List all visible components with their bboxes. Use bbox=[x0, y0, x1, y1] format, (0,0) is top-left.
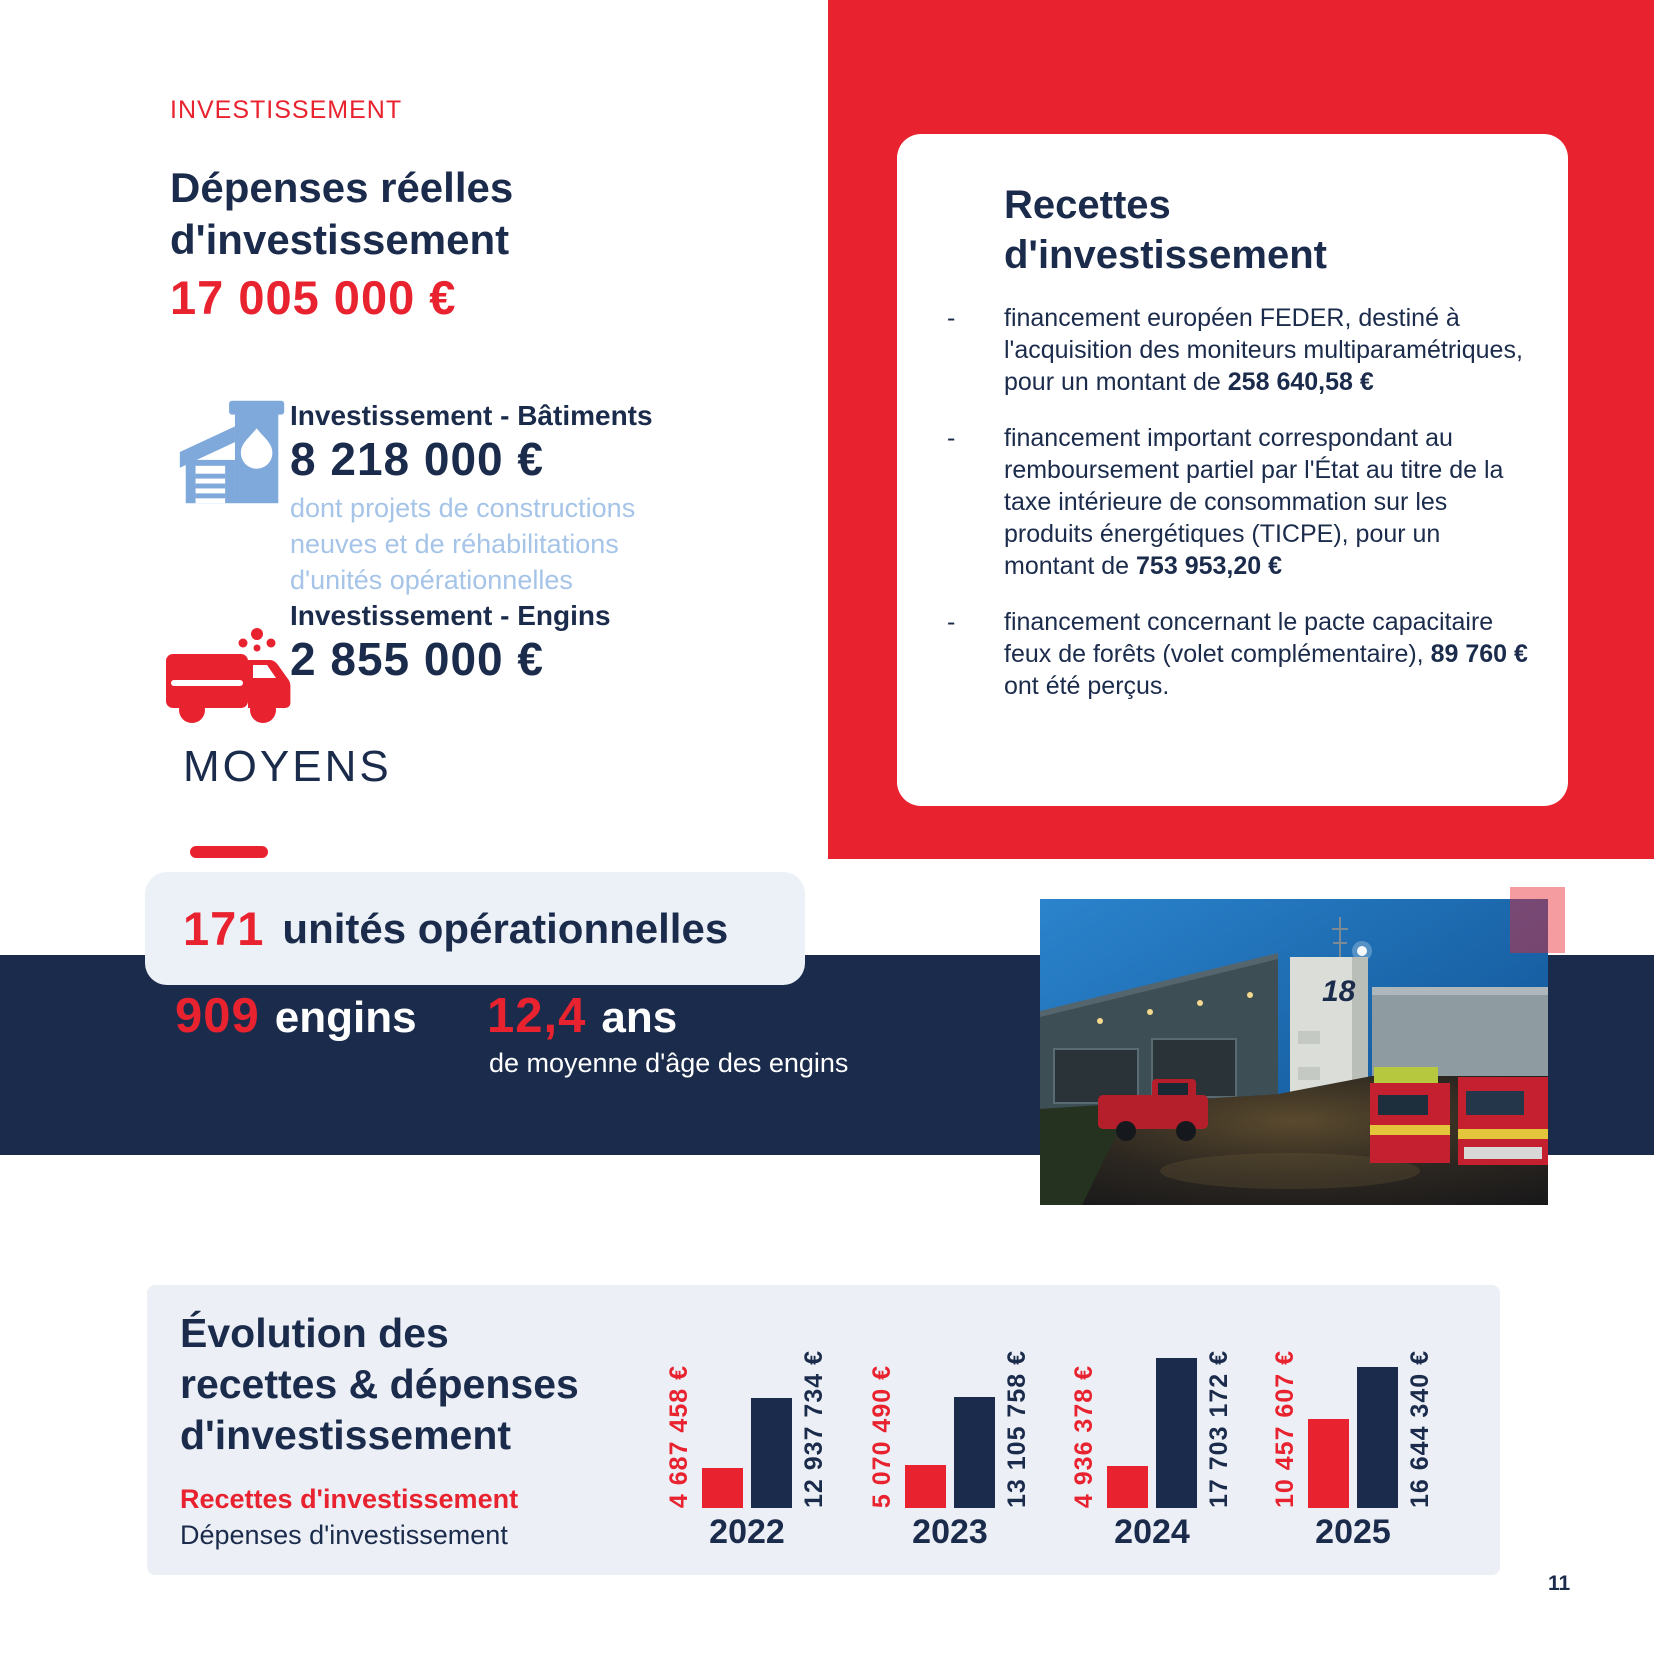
recettes-value-label-2025: 10 457 607 € bbox=[1271, 1350, 1299, 1508]
fire-station-photo bbox=[1040, 899, 1548, 1205]
photo-ladder-truck bbox=[1370, 1067, 1450, 1163]
year-label-2024: 2024 bbox=[1114, 1513, 1190, 1551]
bullet-dash: - bbox=[947, 424, 956, 452]
evolution-title bbox=[180, 1308, 579, 1461]
depenses-value-label-2023: 13 105 758 € bbox=[1003, 1350, 1031, 1508]
bullet-dash: - bbox=[947, 608, 956, 636]
depenses-title-line2: d'investissement bbox=[170, 216, 510, 263]
recettes-value-label-2022: 4 687 458 € bbox=[665, 1364, 693, 1508]
batiments-label: Investissement - Bâtiments bbox=[290, 400, 653, 431]
average-age-caption: de moyenne d'âge des engins bbox=[489, 1048, 849, 1078]
recettes-value-label-2024: 4 936 378 € bbox=[1070, 1364, 1098, 1508]
depenses-title bbox=[170, 162, 513, 266]
engins-label: Investissement - Engins bbox=[290, 600, 611, 631]
batiments-note: dont projets de constructions neuves et de réhabilitations d'unités opérationnelles bbox=[290, 493, 636, 595]
bullet-dash: - bbox=[947, 304, 956, 332]
moyens-underline bbox=[190, 846, 268, 858]
recettes-bullet-item bbox=[947, 302, 1528, 398]
engins-amount: 2 855 000 € bbox=[290, 633, 545, 685]
year-label-2022: 2022 bbox=[709, 1513, 785, 1551]
recettes-card bbox=[897, 134, 1568, 806]
recettes-value-label-2023: 5 070 490 € bbox=[868, 1364, 896, 1508]
recettes-title-line1: Recettes bbox=[1004, 183, 1171, 227]
engins-count-label: engins bbox=[274, 993, 417, 1042]
page-number: 11 bbox=[1548, 1572, 1571, 1595]
depenses-title-line1: Dépenses réelles bbox=[170, 164, 514, 211]
fire-station-icon bbox=[168, 392, 298, 514]
recettes-title bbox=[1004, 180, 1528, 280]
engins-count-stat bbox=[175, 988, 417, 1044]
photo-fire-engine bbox=[1458, 1077, 1548, 1165]
recettes-bullet-item bbox=[947, 606, 1528, 702]
bullet-text: financement important correspondant au remboursement partiel par l'État au titre de la taxe intérieure de consommation sur les produits énergétiques (TICPE), pour un montant de 753 953,20 € bbox=[1004, 424, 1504, 580]
evolution-title-line1: Évolution des bbox=[180, 1310, 449, 1356]
year-label-2025: 2025 bbox=[1315, 1513, 1391, 1551]
bullet-text: financement concernant le pacte capacitaire feux de forêts (volet complémentaire), 89 760 € ont été perçus. bbox=[1004, 608, 1528, 700]
unites-operationnelles-badge bbox=[145, 872, 805, 985]
bullet-text: financement européen FEDER, destiné à l'acquisition des moniteurs multiparamétriques, pour un montant de 258 640,58 € bbox=[1004, 304, 1523, 396]
station-number-sign: 18 bbox=[1322, 975, 1356, 1008]
legend-recettes: Recettes d'investissement bbox=[180, 1484, 519, 1514]
average-age-stat bbox=[487, 988, 677, 1044]
depenses-value-label-2025: 16 644 340 € bbox=[1406, 1350, 1434, 1508]
batiments-amount: 8 218 000 € bbox=[290, 433, 545, 485]
moyens-section-title: MOYENS bbox=[183, 742, 392, 791]
year-label-2023: 2023 bbox=[912, 1513, 988, 1551]
engins-count-value: 909 bbox=[175, 989, 260, 1043]
decorative-pink-square bbox=[1510, 887, 1565, 953]
depenses-value-label-2022: 12 937 734 € bbox=[800, 1350, 828, 1508]
legend-depenses: Dépenses d'investissement bbox=[180, 1520, 508, 1550]
section-kicker: INVESTISSEMENT bbox=[170, 96, 403, 124]
depenses-total-amount: 17 005 000 € bbox=[170, 271, 457, 324]
evolution-title-line3: d'investissement bbox=[180, 1412, 512, 1458]
fire-truck-icon bbox=[160, 618, 292, 730]
average-age-unit: ans bbox=[601, 993, 678, 1042]
unites-label: unités opérationnelles bbox=[282, 904, 729, 952]
recettes-title-line2: d'investissement bbox=[1004, 233, 1327, 277]
depenses-value-label-2024: 17 703 172 € bbox=[1205, 1350, 1233, 1508]
unites-value: 171 bbox=[183, 902, 265, 955]
average-age-value: 12,4 bbox=[487, 989, 587, 1043]
recettes-bullet-list bbox=[947, 302, 1528, 702]
evolution-title-line2: recettes & dépenses bbox=[180, 1361, 579, 1407]
recettes-bullet-item bbox=[947, 422, 1528, 582]
